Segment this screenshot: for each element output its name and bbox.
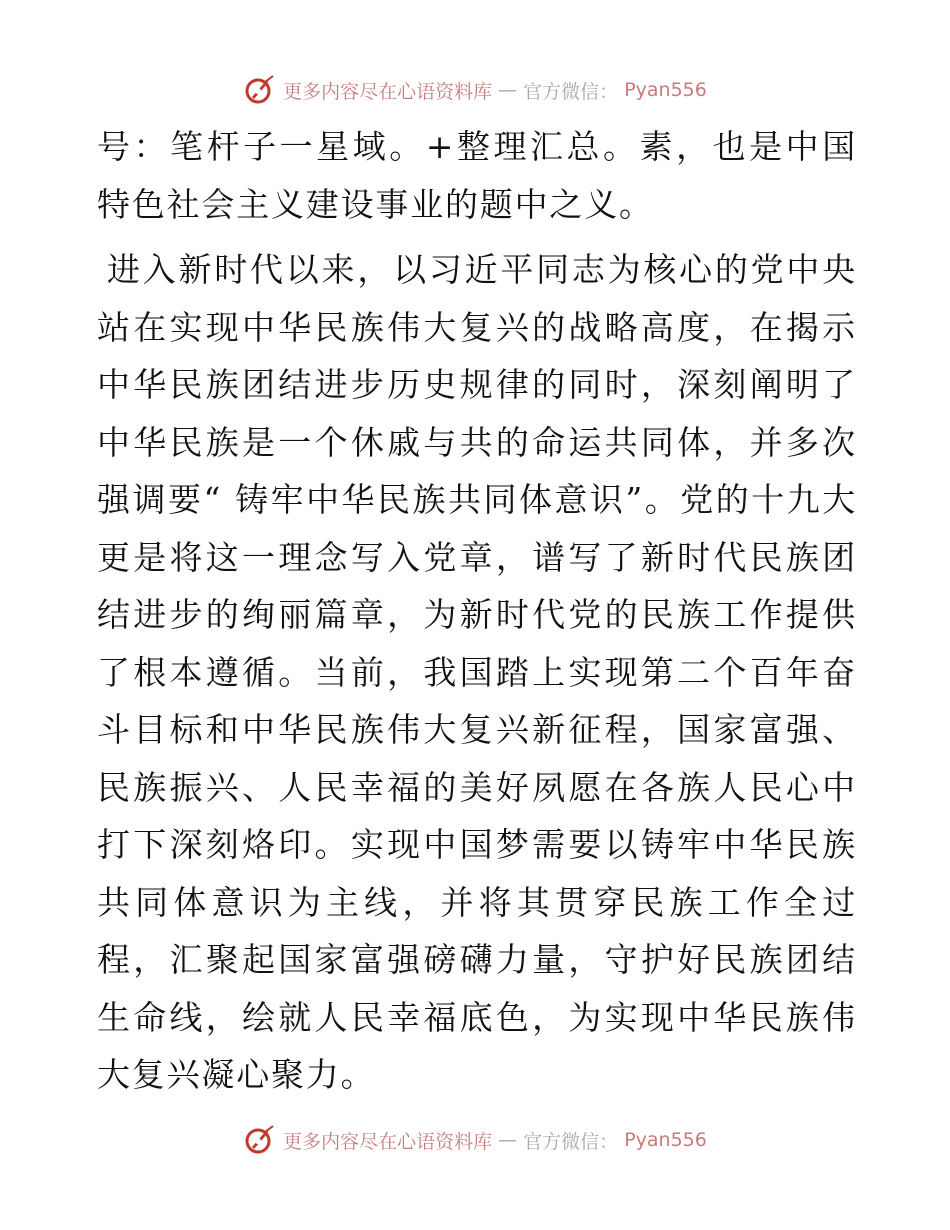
quill-pen-logo-icon xyxy=(243,1123,277,1157)
quill-pen-logo-icon xyxy=(243,73,277,107)
banner-separator: — xyxy=(498,1129,518,1151)
header-banner xyxy=(0,68,950,112)
banner-wechat-id: Pyan556 xyxy=(624,79,707,101)
paragraph: 进入新时代以来，以习近平同志为核心的党中央站在实现中华民族伟大复兴的战略高度，在揭示中华民族团结进步历史规律的同时，深刻阐明了中华民族是一个休戚与共的命运共同体，并多次强调要“ 铸牢中华民族共同体意识”。党的十九大更是将这一理念写入党章，谱写了新时代民族团结进步的绚丽篇章，为新时代党的民族工作提供了根本遵循。当前，我国踏上实现第二个百年奋斗目标和中华民族伟大复兴新征程，国家富强、民族振兴、人民幸福的美好夙愿在各族人民心中打下深刻烙印。实现中国梦需要以铸牢中华民族共同体意识为主线，并将其贯穿民族工作全过程，汇聚起国家富强磅礴力量，守护好民族团结生命线，绘就人民幸福底色，为实现中华民族伟大复兴凝心聚力。 xyxy=(97,250,857,1094)
banner-wechat-label: 官方微信： xyxy=(523,80,619,103)
banner-wechat-label: 官方微信： xyxy=(523,1130,619,1153)
document-body xyxy=(97,118,857,1104)
banner-text: 更多内容尽在心语资料库 xyxy=(283,80,493,103)
banner-separator: — xyxy=(498,79,518,101)
footer-banner xyxy=(0,1118,950,1162)
banner-wechat-id: Pyan556 xyxy=(624,1129,707,1151)
banner-text: 更多内容尽在心语资料库 xyxy=(283,1130,493,1153)
paragraph: 号：笔杆子一星域。+整理汇总。素，也是中国特色社会主义建设事业的题中之义。 xyxy=(97,127,857,224)
